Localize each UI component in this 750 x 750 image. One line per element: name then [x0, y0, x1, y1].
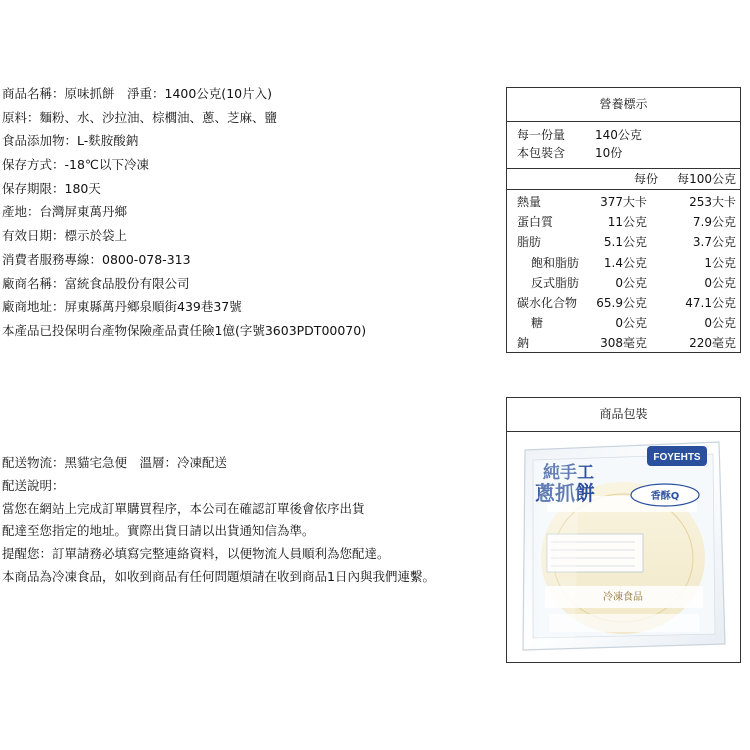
nutrition-row — [507, 333, 740, 353]
nutrition-row — [507, 273, 740, 293]
serving-info — [507, 122, 740, 169]
product-info-line: 本產品已投保明台產物保險產品責任險1億(字號3603PDT00070) — [2, 322, 367, 338]
nutrient-per-100g: 7.9公克 — [692, 215, 736, 230]
product-info-line: 廠商名稱：富統食品股份有限公司 — [2, 275, 190, 291]
package-title: 商品包裝 — [507, 398, 740, 432]
serving-size-label: 每一份量 — [517, 128, 566, 142]
nutrient-label: 反式脂肪 — [531, 275, 580, 290]
product-info-line: 消費者服務專線：0800-078-313 — [2, 251, 191, 267]
nutrient-per-100g: 253大卡 — [689, 195, 736, 209]
servings-value: 10份 — [595, 146, 623, 160]
nutrition-rows — [507, 190, 740, 354]
nutrient-per-100g: 0公克 — [704, 316, 736, 331]
nutrient-per-serving: 0公克 — [615, 316, 647, 331]
servings-label: 本包裝含 — [517, 146, 566, 160]
nutrient-per-serving: 377大卡 — [600, 195, 647, 209]
nutrient-label: 蛋白質 — [517, 215, 554, 230]
nutrient-label: 碳水化合物 — [517, 295, 578, 310]
product-info-line: 產地：台灣屏東萬丹鄉 — [2, 204, 128, 220]
product-info-line: 有效日期：標示於袋上 — [2, 228, 128, 244]
nutrient-label: 鈉 — [517, 336, 530, 351]
nutrient-label: 脂肪 — [517, 235, 542, 250]
product-info — [2, 82, 492, 343]
product-info-line: 保存期限：180天 — [2, 180, 101, 196]
nutrient-per-serving: 5.1公克 — [603, 235, 647, 250]
nutrient-label: 飽和脂肪 — [531, 255, 580, 270]
nutrition-row — [507, 293, 740, 313]
nutrition-row — [507, 232, 740, 252]
servings-row — [517, 144, 740, 162]
nutrient-per-serving: 308毫克 — [600, 336, 647, 351]
shipping-info-line: 配達至您指定的地址。實際出貨日請以出貨通知信為準。 — [2, 523, 315, 539]
product-info-line: 廠商地址：屏東縣萬丹鄉泉順街439巷37號 — [2, 299, 242, 315]
product-info-line: 商品名稱：原味抓餅 淨重：1400公克(10片入) — [2, 86, 272, 101]
nutrition-row — [507, 212, 740, 232]
serving-size-value: 140公克 — [595, 128, 642, 142]
shipping-info-line: 配送物流：黑貓宅急便 溫層：冷凍配送 — [2, 455, 228, 470]
shipping-info — [2, 452, 502, 589]
nutrient-per-100g: 0公克 — [704, 275, 736, 290]
nutrient-per-serving: 1.4公克 — [603, 255, 647, 270]
nutrient-label: 糖 — [531, 316, 544, 331]
nutrition-header — [507, 169, 740, 190]
pack-bottom: 冷凍食品 — [603, 592, 643, 603]
pack-line2: 蔥抓餅 — [535, 481, 595, 505]
nutrition-row — [507, 253, 740, 273]
nutrient-per-serving: 11公克 — [607, 215, 647, 230]
brand-text: FOYEHTS — [653, 452, 701, 463]
nutrient-label: 熱量 — [517, 195, 542, 209]
shipping-info-line: 提醒您：訂單請務必填寫完整連絡資料，以便物流人員順利為您配達。 — [2, 546, 390, 562]
product-info-line: 原料：麵粉、水、沙拉油、棕櫚油、蔥、芝麻、鹽 — [2, 109, 278, 125]
nutrient-per-serving: 65.9公克 — [596, 295, 647, 310]
pack-badge: 香酥Q — [650, 491, 680, 502]
nutrient-per-100g: 220毫克 — [689, 336, 736, 351]
nutrient-per-100g: 47.1公克 — [685, 295, 736, 310]
pack-line1: 純手工 — [543, 463, 594, 483]
col-per-100g: 每100公克 — [677, 172, 736, 186]
nutrition-title: 營養標示 — [507, 88, 740, 122]
nutrient-per-serving: 0公克 — [615, 275, 647, 290]
shipping-info-line: 本商品為冷凍食品，如收到商品有任何問題煩請在收到商品1日內與我們連繫。 — [2, 568, 435, 584]
nutrient-per-100g: 3.7公克 — [692, 235, 736, 250]
col-per-serving: 每份 — [633, 172, 658, 186]
nutrient-per-100g: 1公克 — [704, 255, 736, 270]
nutrition-row — [507, 313, 740, 333]
shipping-info-line: 當您在網站上完成訂單購買程序，本公司在確認訂單後會依序出貨 — [2, 500, 365, 516]
product-info-line: 保存方式：-18℃以下冷凍 — [2, 157, 149, 173]
package-photo — [519, 438, 729, 653]
nutrition-row — [507, 192, 740, 212]
serving-size-row — [517, 126, 740, 144]
shipping-info-line: 配送說明： — [2, 477, 65, 493]
nutrition-table — [506, 87, 741, 353]
package-panel — [506, 397, 741, 663]
product-info-line: 食品添加物：L-麩胺酸鈉 — [2, 133, 139, 149]
